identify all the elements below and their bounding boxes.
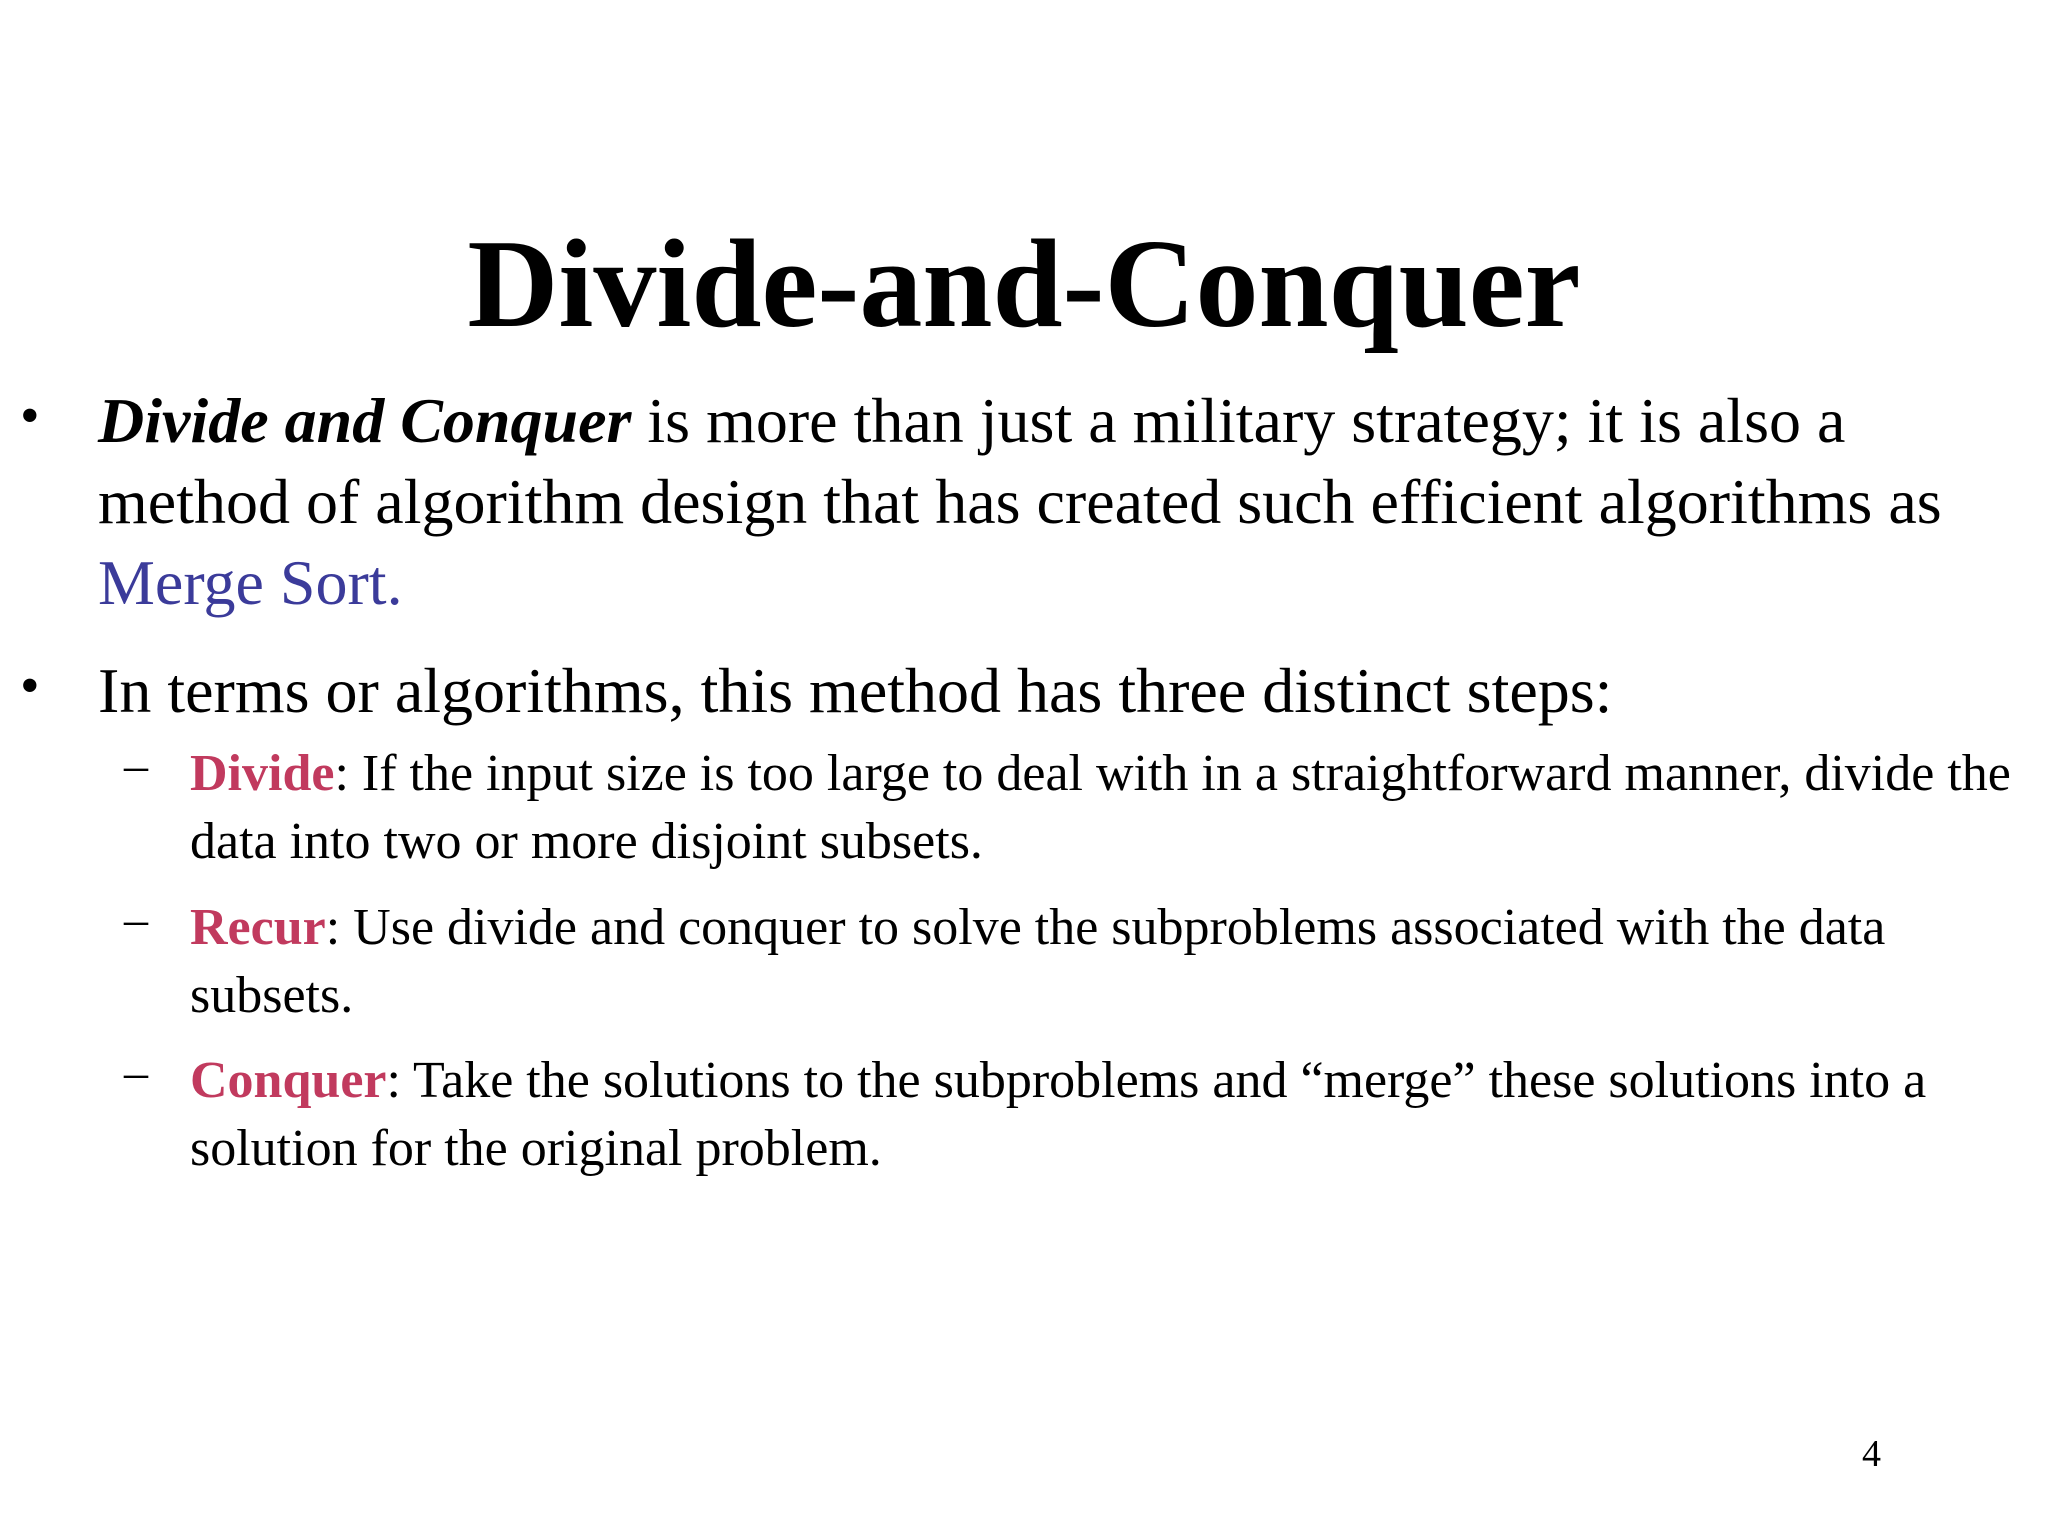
step-conquer: [124, 1046, 2020, 1183]
dash-icon: –: [124, 1046, 148, 1099]
bullet-text: is more than just a military strategy; it is also a method of algorithm design that has created such efficient algorithms as: [98, 385, 1942, 537]
bullet-dot-icon: •: [20, 655, 40, 717]
step-term: Recur: [190, 899, 326, 956]
bullet-three-steps: [20, 650, 2028, 731]
step-recur: [124, 893, 2020, 1030]
bullet-divide-and-conquer: [20, 380, 2028, 623]
step-text: : If the input size is too large to deal with in a straightforward manner, divide the data into two or more disjoint subsets.: [190, 745, 2011, 870]
merge-sort-link[interactable]: Merge Sort.: [98, 547, 403, 618]
step-term: Conquer: [190, 1052, 387, 1109]
slide-title: Divide-and-Conquer: [467, 215, 1581, 354]
step-term: Divide: [190, 745, 335, 802]
dash-icon: –: [124, 893, 148, 946]
step-text: : Take the solutions to the subproblems and “merge” these solutions into a solution for the original problem.: [190, 1052, 1927, 1177]
page-number: 4: [1862, 1433, 1881, 1475]
bullet-lead-term: Divide and Conquer: [98, 385, 632, 456]
bullet-dot-icon: •: [20, 385, 40, 447]
bullet-text: In terms or algorithms, this method has three distinct steps:: [98, 655, 1613, 726]
step-text: : Use divide and conquer to solve the subproblems associated with the data subsets.: [190, 899, 1886, 1024]
step-divide: [124, 739, 2020, 876]
dash-icon: –: [124, 739, 148, 792]
